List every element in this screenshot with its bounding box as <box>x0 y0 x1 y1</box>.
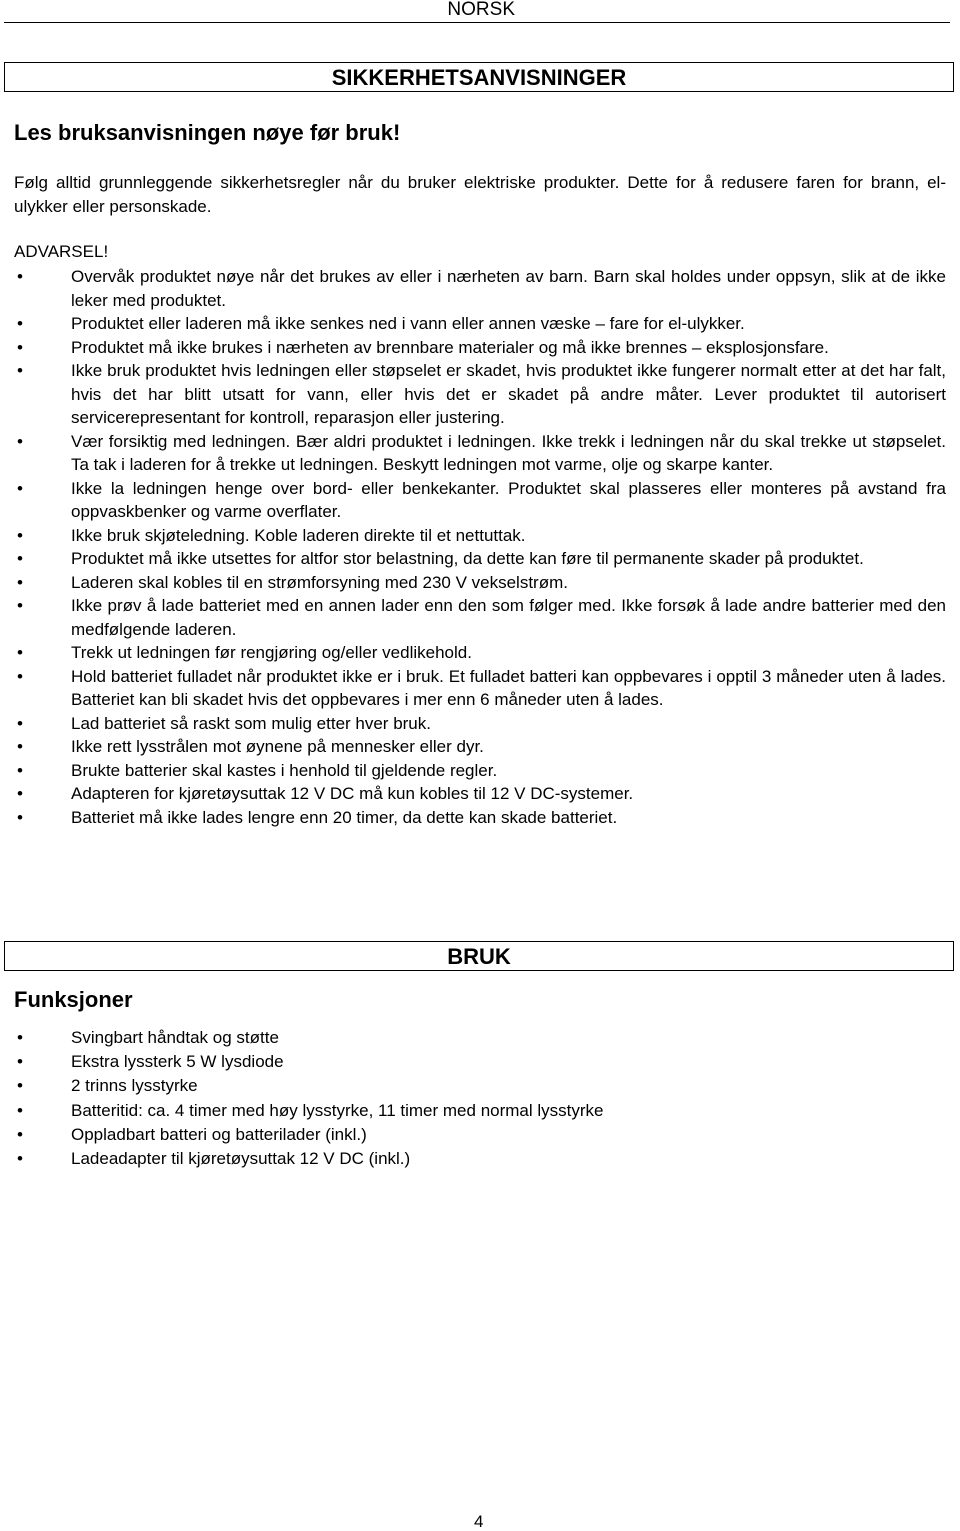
safety-item: • Laderen skal kobles til en strømforsyning med 230 V vekselstrøm. <box>0 571 946 595</box>
safety-item: • Lad batteriet så raskt som mulig etter hver bruk. <box>0 712 946 736</box>
read-instructions-heading: Les bruksanvisningen nøye før bruk! <box>14 120 401 145</box>
bullet-icon: • <box>17 1076 23 1096</box>
bullet-icon: • <box>17 549 23 568</box>
bullet-icon: • <box>17 314 23 333</box>
safety-item: • Ikke la ledningen henge over bord- eller benkekanter. Produktet skal plasseres eller monteres på avstand fra oppvaskbenker og varme overflater. <box>0 477 946 524</box>
safety-item: • Vær forsiktig med ledningen. Bær aldri produktet i ledningen. Ikke trekk i ledningen når du skal trekke ut støpselet. Ta tak i laderen for å trekke ut ledningen. Beskytt ledningen mot varme, olje og skarpe kanter. <box>0 430 946 477</box>
bullet-icon: • <box>17 666 23 686</box>
safety-item: • Brukte batterier skal kastes i henhold til gjeldende regler. <box>0 759 946 783</box>
bullet-icon: • <box>17 713 23 733</box>
bullet-icon: • <box>17 807 23 827</box>
safety-item: • Trekk ut ledningen før rengjøring og/eller vedlikehold. <box>0 641 946 665</box>
bullet-icon: • <box>17 643 23 662</box>
bullet-icon: • <box>17 267 23 286</box>
feature-item: • Svingbart håndtak og støtte <box>0 1026 946 1050</box>
feature-item: • Batteritid: ca. 4 timer med høy lysstyrke, 11 timer med normal lysstyrke <box>0 1099 946 1123</box>
bullet-icon: • <box>17 1028 23 1047</box>
safety-list <box>0 265 946 829</box>
bullet-icon: • <box>17 760 23 780</box>
safety-item: • Produktet eller laderen må ikke senkes ned i vann eller annen væske – fare for el-ulykker. <box>0 312 946 336</box>
features-list <box>0 1026 946 1171</box>
safety-item: • Hold batteriet fulladet når produktet ikke er i bruk. Et fulladet batteri kan oppbevares i opptil 3 måneder uten å lades. Batteriet kan bli skadet hvis det oppbevares i mer enn 6 måneder uten å lades. <box>0 665 946 712</box>
use-section-header <box>4 941 954 971</box>
page-number: 4 <box>474 1512 484 1531</box>
safety-section-title: SIKKERHETSANVISNINGER <box>331 65 627 90</box>
warning-label: ADVARSEL! <box>14 242 109 261</box>
feature-item: • Ladeadapter til kjøretøysuttak 12 V DC (inkl.) <box>0 1147 946 1171</box>
bullet-icon: • <box>17 1100 23 1120</box>
safety-item: • Batteriet må ikke lades lengre enn 20 timer, da dette kan skade batteriet. <box>0 806 946 830</box>
bullet-icon: • <box>17 337 23 357</box>
feature-item: • Ekstra lyssterk 5 W lysdiode <box>0 1050 946 1074</box>
safety-item: • Ikke bruk skjøteledning. Koble laderen direkte til et nettuttak. <box>0 524 946 548</box>
bullet-icon: • <box>17 572 23 592</box>
bullet-icon: • <box>17 1149 23 1169</box>
bullet-icon: • <box>17 784 23 803</box>
safety-item: • Ikke prøv å lade batteriet med en annen lader enn den som følger med. Ikke forsøk å lade andre batterier med den medfølgende laderen. <box>0 594 946 641</box>
bullet-icon: • <box>17 737 23 756</box>
bullet-icon: • <box>17 525 23 545</box>
safety-item: • Produktet må ikke brukes i nærheten av brennbare materialer og må ikke brennes – eksplosjonsfare. <box>0 336 946 360</box>
safety-item: • Adapteren for kjøretøysuttak 12 V DC må kun kobles til 12 V DC-systemer. <box>0 782 946 806</box>
use-section-title: BRUK <box>447 944 511 969</box>
safety-section-header <box>4 62 954 92</box>
header-rule <box>4 22 950 23</box>
bullet-icon: • <box>17 1124 23 1144</box>
safety-item: • Produktet må ikke utsettes for altfor stor belastning, da dette kan føre til permanente skader på produktet. <box>0 547 946 571</box>
bullet-icon: • <box>17 1052 23 1072</box>
bullet-icon: • <box>17 596 23 615</box>
bullet-icon: • <box>17 361 23 380</box>
bullet-icon: • <box>17 431 23 451</box>
safety-item: • Ikke rett lysstrålen mot øynene på mennesker eller dyr. <box>0 735 946 759</box>
safety-intro-paragraph: Følg alltid grunnleggende sikkerhetsregler når du bruker elektriske produkter. Dette for å redusere faren for brann, el-ulykker eller personskade. <box>14 173 946 216</box>
safety-item: • Overvåk produktet nøye når det brukes av eller i nærheten av barn. Barn skal holdes under oppsyn, slik at de ikke leker med produktet. <box>0 265 946 312</box>
feature-item: • Oppladbart batteri og batterilader (inkl.) <box>0 1123 946 1147</box>
bullet-icon: • <box>17 478 23 498</box>
language-label: NORSK <box>447 0 515 20</box>
features-heading: Funksjoner <box>14 987 133 1012</box>
feature-item: • 2 trinns lysstyrke <box>0 1074 946 1098</box>
safety-item: • Ikke bruk produktet hvis ledningen eller støpselet er skadet, hvis produktet ikke fungerer normalt etter at det har falt, hvis det har blitt utsatt for vann, eller hvis det er skadet på andre måter. Lever produktet til autorisert servicerepresentant for kontroll, reparasjon eller justering. <box>0 359 946 430</box>
